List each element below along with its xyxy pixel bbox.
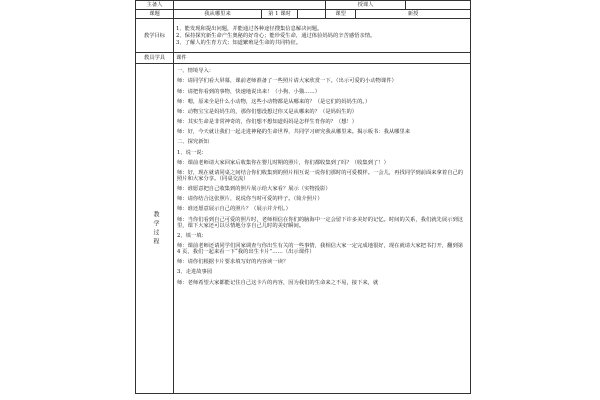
teacher-value	[406, 1, 471, 10]
process-line: 师：动物宝宝是妈妈生的，那你们想没想过你又是从哪来的？（是妈妈生的）	[177, 108, 358, 115]
lesson-plan-page	[135, 0, 470, 400]
lesson-type-label: 课型	[326, 10, 356, 19]
goals-row	[136, 19, 471, 53]
topic-row	[136, 10, 471, 19]
process-line: 师：请把你看到的事物，快速地说出来！（小狗、小猫……）	[177, 88, 321, 95]
process-line: 师：好，现在就请同桌之间结合你们收集到的照片相互说一说你们那时的可爱模样。一会儿，再找同学到前面来拿着自己的照片和大家分享。（同桌交流）	[177, 169, 464, 182]
header-row	[136, 1, 471, 10]
subsection-heading: 3、走进故事园	[177, 269, 213, 276]
goal-item: 3、了解人的生育方式；知道繁殖是生命的共同特征。	[176, 39, 302, 46]
section-heading: 二、探究新知	[177, 139, 209, 146]
lesson-title: 我从哪里来	[174, 10, 262, 19]
goals-list	[174, 19, 471, 53]
lesson-type-value: 新授	[356, 10, 471, 19]
teacher-label: 授课人	[326, 1, 406, 10]
process-content	[174, 64, 471, 394]
session-blank	[298, 10, 326, 19]
tools-value: 课件	[174, 53, 471, 64]
process-line: 师：谁还愿意展示自己的照片？（展示并介绍。）	[177, 206, 291, 213]
lead-preparer-value	[174, 1, 326, 10]
process-line: 师：谁愿意把自己收集到的照片展示给大家看？展示（实物投影）	[177, 186, 331, 193]
session-number: 第 1 课时	[262, 10, 298, 19]
tools-row	[136, 53, 471, 64]
process-line: 师：嗯，原来全是什么小动物，这些小动物都是从哪来的？（是它们的妈妈生的。）	[177, 98, 371, 105]
lead-preparer-label: 主备人	[136, 1, 174, 10]
process-row	[136, 64, 471, 394]
subsection-heading: 2、填一填：	[177, 232, 207, 239]
process-line: 师：好，今天就让我们一起走进神秘的生命世界，共同学习研究我从哪里来。揭示板书：我从哪里来	[177, 129, 411, 136]
process-line: 师：课前老师请大家回家后收集你在婴儿时期的照片，你们都收集到了吗？（收集到了！）	[177, 159, 389, 166]
process-line: 师：当你们看到自己可爱的照片时，老师相信在你们的脑海中一定会留下许多美好的记忆。时间的关系，我们就先展示到这里，课下大家还可以尽情地分享自己儿时的美好瞬间。	[177, 216, 464, 229]
process-line: 师：请同学们看大屏幕，课前老师准备了一些照片请大家欣赏一下。（出示可爱的小动物课件）	[177, 78, 397, 85]
process-line: 师：其实生命是非常神奇的，你们想不想知道妈妈是怎样生育你的？（想！）	[177, 119, 358, 126]
process-line: 师：课前老师还请同学们回家调查与你出生有关的一些事情，我相信大家一定完成地很好，现在就请大家把书打开，翻到第 4 页，我们一起来看一下“我的出生卡片”……（出示课件）	[177, 243, 464, 256]
goal-item: 2、保持探究新生命产生奥秘的好奇心；能珍爱生命，通过体验妈妈的辛苦感悟亲情。	[176, 32, 376, 39]
subsection-heading: 1、说一说：	[177, 149, 207, 156]
process-label: 教学过程	[136, 64, 174, 394]
process-line: 师：请你们根据卡片要求填写好的内容读一读？	[177, 259, 289, 266]
tools-label: 教具学具	[136, 53, 174, 64]
section-heading: 一、情境导入：	[177, 68, 215, 75]
topic-label: 课题	[136, 10, 174, 19]
process-line: 师：请你结合这张照片，说说你当时可爱的样子。（简介照片）	[177, 196, 323, 203]
process-line: 师：老师希望大家都能记住自己这卡片的内容，因为我们的生命来之不易，接下来，就	[177, 279, 379, 286]
goals-label: 教学目标	[136, 19, 174, 53]
lesson-plan-table	[135, 0, 471, 394]
goal-item: 1、能发现和提出问题，并能通过各种途径搜集信息解决问题。	[176, 25, 323, 32]
